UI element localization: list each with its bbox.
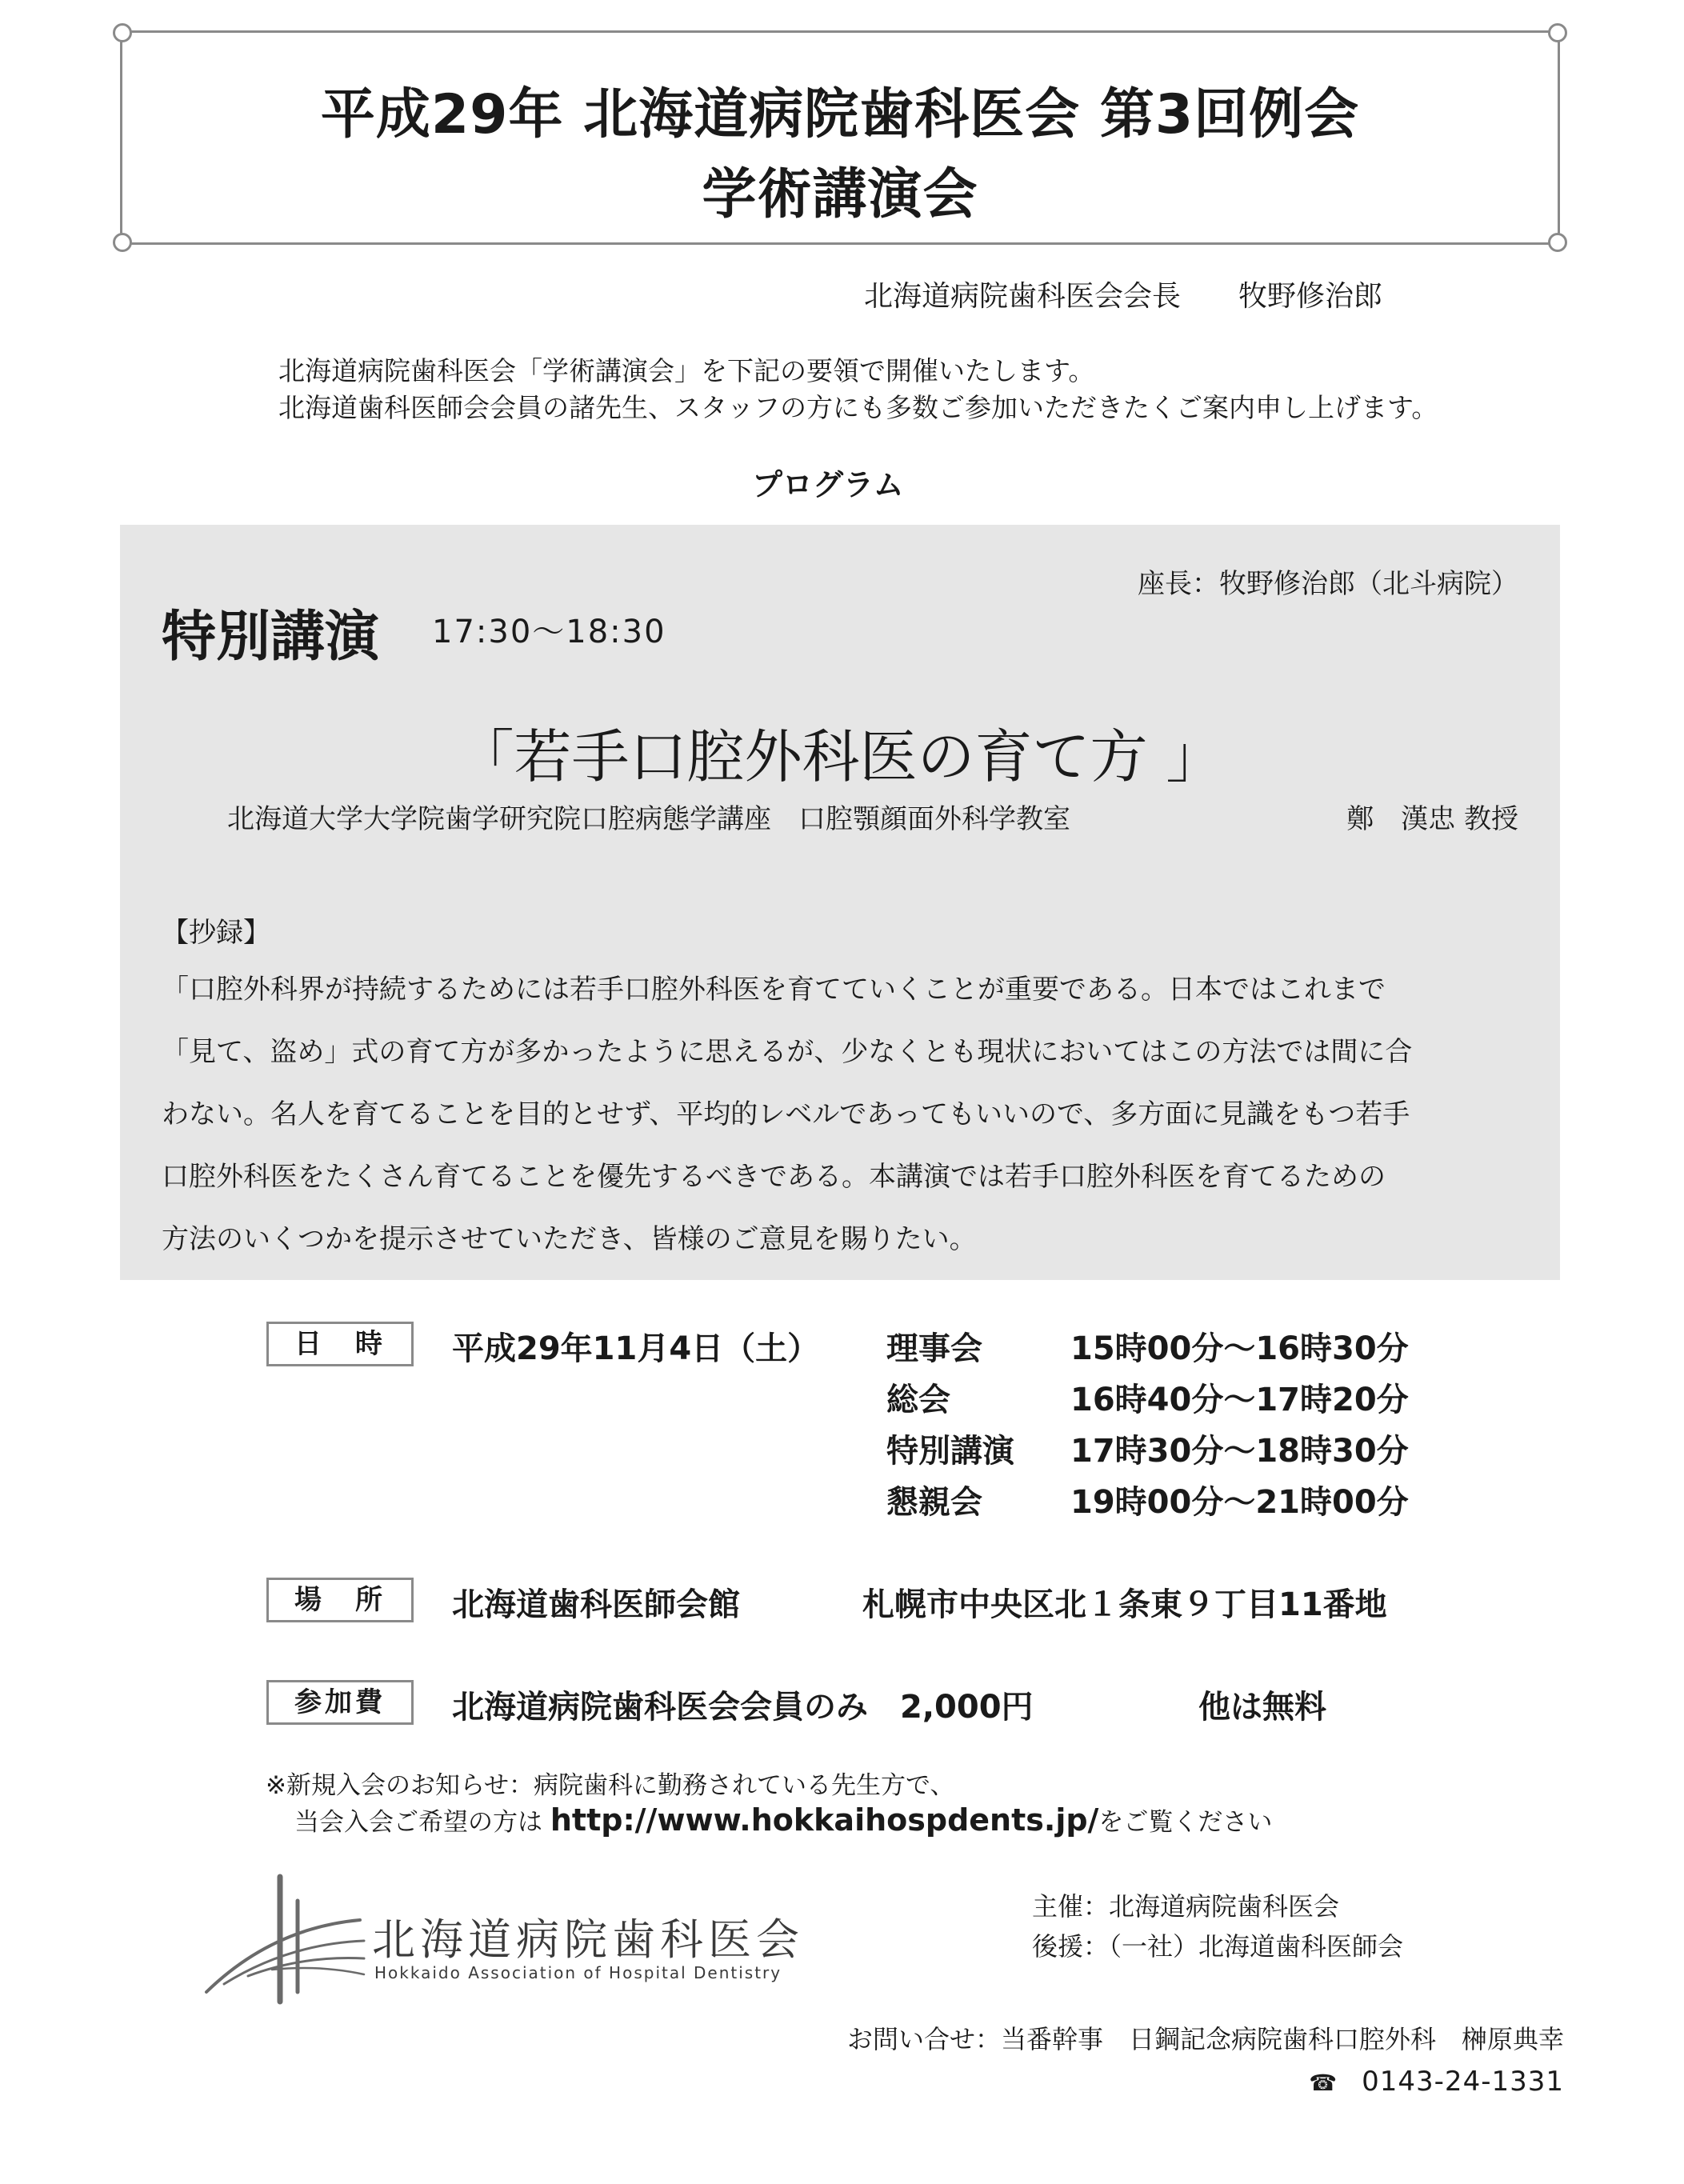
abstract-line: 「見て、盗め」式の育て方が多かったように思えるが、少なくとも現状においてはこの方法では間に合 xyxy=(162,1036,1413,1068)
organizer: 主催：北海道病院歯科医会 xyxy=(1032,1891,1340,1922)
lecture-chair: 座長：牧野修治郎（北斗病院） xyxy=(1138,568,1518,600)
page-title-line2: 学術講演会 xyxy=(702,163,978,226)
scroll-curl-bottom-left xyxy=(113,233,132,252)
talk-title: 「若手口腔外科医の育て方 」 xyxy=(456,723,1224,790)
contact-phone xyxy=(1309,2066,1564,2098)
schedule-item-name: 特別講演 xyxy=(886,1433,1014,1470)
scroll-curl-bottom-right xyxy=(1548,233,1567,252)
contact-info: お問い合せ：当番幹事 日鋼記念病院歯科口腔外科 榊原典幸 xyxy=(846,2024,1564,2054)
scroll-curl-top-right xyxy=(1548,23,1567,42)
venue-address: 札幌市中央区北１条東９丁目11番地 xyxy=(862,1586,1387,1623)
intro-line1: 北海道病院歯科医会「学術講演会」を下記の要領で開催いたします。 xyxy=(278,355,1095,386)
fee-others: 他は無料 xyxy=(1198,1689,1326,1726)
phone-number: 0143-24-1331 xyxy=(1362,2066,1564,2098)
scroll-curl-top-left xyxy=(113,23,132,42)
president-credit: 北海道病院歯科医会会長 牧野修治郎 xyxy=(864,280,1383,313)
event-date: 平成29年11月4日（土） xyxy=(452,1330,820,1367)
schedule-item-time: 15時00分〜16時30分 xyxy=(1070,1330,1409,1367)
lecture-time: 17:30〜18:30 xyxy=(432,614,666,650)
schedule-item-time: 19時00分〜21時00分 xyxy=(1070,1484,1409,1521)
datetime-label: 日 時 xyxy=(266,1322,414,1366)
abstract-line: 方法のいくつかを提示させていただき、皆様のご意見を賜りたい。 xyxy=(162,1223,977,1255)
venue-label: 場 所 xyxy=(266,1578,414,1622)
speaker-affiliation: 北海道大学大学院歯学研究院口腔病態学講座 口腔顎顔面外科学教室 xyxy=(227,803,1070,835)
speaker-name: 鄭 漢忠 教授 xyxy=(1346,803,1518,835)
fee-members: 北海道病院歯科医会会員のみ 2,000円 xyxy=(452,1689,1034,1726)
venue-name: 北海道歯科医師会館 xyxy=(452,1586,740,1623)
abstract-body xyxy=(162,958,1522,1270)
lecture-type: 特別講演 xyxy=(162,606,380,669)
page-title-line1: 平成29年 北海道病院歯科医会 第3回例会 xyxy=(320,83,1360,146)
logo-name: 北海道病院歯科医会 xyxy=(372,1914,804,1965)
abstract-line: 口腔外科医をたくさん育てることを優先するべきである。本講演では若手口腔外科医を育てるための xyxy=(162,1161,1386,1193)
title-banner xyxy=(120,30,1560,245)
lecture-panel xyxy=(120,525,1560,1280)
membership-notice-line2 xyxy=(294,1802,1272,1838)
logo-english-name: Hokkaido Association of Hospital Dentistry xyxy=(374,1963,782,1982)
notice-suffix: をご覧ください xyxy=(1098,1808,1273,1837)
membership-notice-line1: ※新規入会のお知らせ：病院歯科に勤務されている先生方で、 xyxy=(266,1771,955,1800)
supporter: 後援：（一社）北海道歯科医師会 xyxy=(1032,1931,1404,1962)
website-link[interactable]: http://www.hokkaihospdents.jp/ xyxy=(550,1802,1099,1838)
abstract-line: 「口腔外科界が持続するためには若手口腔外科医を育てていくことが重要である。日本ではこれまで xyxy=(162,974,1386,1006)
schedule-item-time: 17時30分〜18時30分 xyxy=(1070,1433,1409,1470)
schedule-item-name: 総会 xyxy=(886,1382,950,1418)
schedule-item-time: 16時40分〜17時20分 xyxy=(1070,1382,1409,1418)
schedule-item-name: 懇親会 xyxy=(886,1484,982,1521)
intro-line2: 北海道歯科医師会会員の諸先生、スタッフの方にも多数ご参加いただきたくご案内申し上げます。 xyxy=(278,392,1438,423)
phone-icon: ☎ xyxy=(1309,2070,1338,2096)
schedule-item-name: 理事会 xyxy=(886,1330,982,1367)
fee-label: 参加費 xyxy=(266,1680,414,1725)
abstract-label: 【抄録】 xyxy=(162,917,270,949)
program-heading: プログラム xyxy=(752,467,904,502)
notice-prefix: 当会入会ご希望の方は xyxy=(294,1808,550,1837)
abstract-line: わない。名人を育てることを目的とせず、平均的レベルであってもいいので、多方面に見識をもつ若手 xyxy=(162,1098,1410,1130)
